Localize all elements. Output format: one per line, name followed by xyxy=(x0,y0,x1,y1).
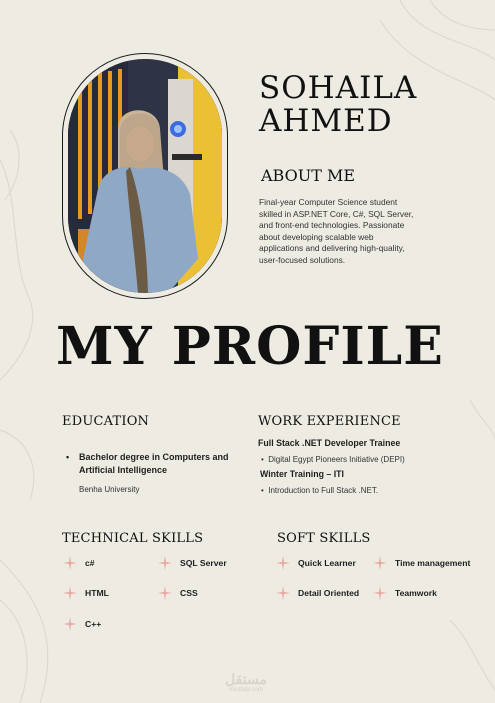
skill-label: c# xyxy=(85,558,95,568)
work-detail xyxy=(261,455,405,464)
first-name: SOHAILA xyxy=(259,70,418,106)
sparkle-icon xyxy=(63,617,77,631)
skill-label: HTML xyxy=(85,588,109,598)
bullet-icon: • xyxy=(66,452,70,462)
education-degree: Bachelor degree in Computers and Artificial Intelligence xyxy=(79,452,229,475)
technical-skills-heading: TECHNICAL SKILLS xyxy=(62,531,204,546)
skill-label: Time management xyxy=(395,558,471,568)
page-title: MY PROFILE xyxy=(56,316,444,377)
skill-label: C++ xyxy=(85,619,102,629)
skill-label: Quick Learner xyxy=(298,558,356,568)
watermark-url: mostaql.com xyxy=(228,687,263,693)
skill-item xyxy=(276,556,356,570)
profile-photo xyxy=(68,59,222,293)
sparkle-icon xyxy=(373,586,387,600)
sparkle-icon xyxy=(158,556,172,570)
full-name xyxy=(259,72,417,138)
sparkle-icon xyxy=(373,556,387,570)
watermark-logo: مستقل xyxy=(225,671,267,687)
skill-item xyxy=(158,556,227,570)
skill-item xyxy=(63,586,109,600)
skill-label: Detail Oriented xyxy=(298,588,360,598)
profile-photo-frame xyxy=(62,53,228,299)
sparkle-icon xyxy=(276,556,290,570)
education-item xyxy=(66,451,246,477)
education-school: Benha University xyxy=(79,485,140,494)
skill-label: CSS xyxy=(180,588,198,598)
work-detail-text: Digital Egypt Pioneers Initiative (DEPI) xyxy=(268,455,405,464)
education-heading: EDUCATION xyxy=(62,414,150,429)
work-role: Winter Training – ITI xyxy=(260,469,344,479)
skill-item xyxy=(158,586,198,600)
work-detail-text: Introduction to Full Stack .NET. xyxy=(268,486,379,495)
skill-item xyxy=(63,556,95,570)
bullet-icon: • xyxy=(261,486,269,495)
skill-item xyxy=(63,617,101,631)
sparkle-icon xyxy=(276,586,290,600)
skill-label: SQL Server xyxy=(180,558,227,568)
sparkle-icon xyxy=(158,586,172,600)
sparkle-icon xyxy=(63,556,77,570)
skill-item xyxy=(373,586,437,600)
about-heading: ABOUT ME xyxy=(261,166,356,185)
skill-item xyxy=(373,556,470,570)
skill-item xyxy=(276,586,359,600)
work-detail xyxy=(261,486,378,495)
skill-label: Teamwork xyxy=(395,588,437,598)
about-text: Final-year Computer Science student skilled in ASP.NET Core, C#, SQL Server, and front-end technologies. Passionate about developing scalable web applications and delivering high-quality, user-focused solutions. xyxy=(259,197,414,265)
bullet-icon: • xyxy=(261,455,269,464)
work-heading: WORK EXPERIENCE xyxy=(258,414,401,429)
soft-skills-heading: SOFT SKILLS xyxy=(277,531,371,546)
work-role: Full Stack .NET Developer Trainee xyxy=(258,438,401,448)
sparkle-icon xyxy=(63,586,77,600)
last-name: AHMED xyxy=(259,103,393,139)
